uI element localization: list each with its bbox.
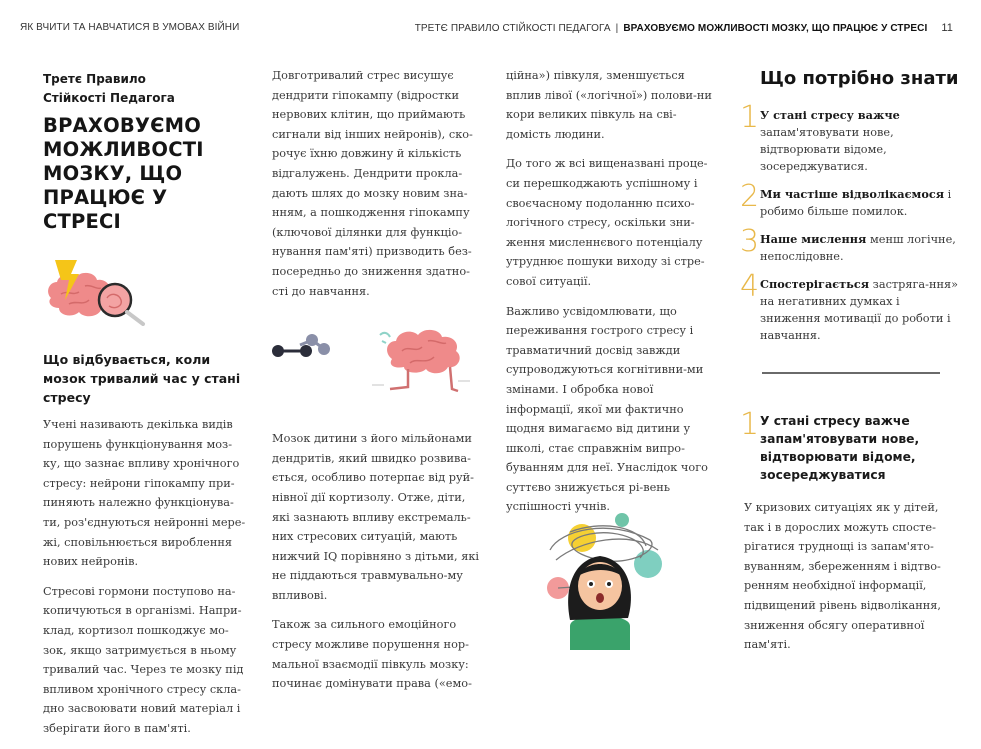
title-line: МОЗКУ, ЩО xyxy=(43,162,183,185)
column-3 xyxy=(506,66,718,527)
paragraph: Важливо усвідомлювати, що переживання гострого стресу і травматичний досвід завжди супроводжуються когнітивни-ми змінами. І обробка нової інформації, якої ми фактично щодня вимагаємо від дитини у школі, стає справжнім випро-буванням для неї. Унаслідок чого суттєво знижується рі-вень успішності учнів. xyxy=(506,304,708,514)
list-item xyxy=(740,269,960,344)
item-bold: У стані стресу важче xyxy=(760,108,900,122)
header-separator: | xyxy=(615,23,619,34)
column-2 xyxy=(272,66,482,704)
column-4 xyxy=(740,66,960,655)
page-title xyxy=(43,114,248,234)
list-item xyxy=(740,224,960,265)
item-bold: Ми частіше відволікаємося xyxy=(760,187,945,201)
item-number: 1 xyxy=(740,100,760,135)
list-item xyxy=(740,179,960,220)
item-number: 4 xyxy=(740,269,760,304)
brain-icon xyxy=(372,330,470,391)
item-bold: Спостерігається xyxy=(760,277,870,291)
running-header-right xyxy=(415,22,953,34)
running-header-left: ЯК ВЧИТИ ТА НАВЧАТИСЯ В УМОВАХ ВІЙНИ xyxy=(20,22,240,33)
section-subheading: Що відбувається, коли мозок тривалий час у стані стресу xyxy=(43,352,241,405)
header-section: ТРЕТЄ ПРАВИЛО СТІЙКОСТІ ПЕДАГОГА xyxy=(414,23,611,34)
paragraph: До того ж всі вищеназвані проце-си перешкоджають успішному і своєчасному подоланню психо-логічного стресу, оскільки зни-ження мисленнєвого потенціалу утруднює пошуки виходу зі стре-сової ситуації. xyxy=(506,157,708,288)
paragraph: Довготривалий стрес висушує дендрити гіпокампу (відростки нервових клітин, що приймають сигнали від інших нейронів), ско-рочує їхню довжину й кількість відгалужень. Дендрити прокла-дають шлях до мозку новим зна-нням, а пошкодження гіпокампу (ключової ділянки для функціо-нування пам'яті) призводить без-посередньо до зниження здатно-сті до навчання. xyxy=(272,69,473,298)
dumbbell-icon xyxy=(272,334,330,357)
paragraph: ційна») півкуля, зменшується вплив лівої («логічної») полови-ни кори великих півкуль на сві-домість людини. xyxy=(506,69,712,141)
divider xyxy=(762,372,940,374)
teal-circle-icon xyxy=(634,550,662,578)
kicker xyxy=(43,70,248,108)
item-text: і робимо більше помилок. xyxy=(760,188,952,218)
girl-icon xyxy=(568,556,631,650)
header-chapter-title: ВРАХОВУЄМО МОЖЛИВОСТІ МОЗКУ, ЩО ПРАЦЮЄ У СТРЕСІ xyxy=(623,23,928,34)
section-title: У стані стресу важче запам'ятовувати нове, відтворювати відоме, зосереджуватися xyxy=(760,414,920,482)
item-text: застряга-ння» на негативних думках і зниження мотивації до роботи і навчання. xyxy=(760,278,959,342)
title-line: ВРАХОВУЄМО xyxy=(43,114,202,137)
column-1 xyxy=(43,70,248,749)
kicker-line: Стійкості Педагога xyxy=(43,91,175,105)
page-number: 11 xyxy=(941,22,953,34)
brain-magnifier-illustration xyxy=(43,256,153,326)
paragraph: У кризових ситуаціях як у дітей, так і в дорослих можуть спосте-рігатися труднощі із запам'ято-вуванням, збереженням і відтво-ренням необхідної інформації, підвищений рівень відволікання, зниження обсягу оперативної пам'яті. xyxy=(744,501,941,652)
green-circle-icon xyxy=(615,513,629,527)
item-text: запам'ятовувати нове, відтворювати відоме, зосереджуватися. xyxy=(760,126,894,173)
item-text: менш логічне, непослідовне. xyxy=(760,233,956,263)
kicker-line: Третє Правило xyxy=(43,72,146,86)
sidebar-title: Що потрібно знати xyxy=(760,68,959,89)
title-line: ПРАЦЮЄ У СТРЕСІ xyxy=(43,186,168,233)
list-item xyxy=(740,100,960,175)
paragraph: Учені називають декілька видів порушень функціонування моз-ку, що зазнає впливу хронічного стресу: нейрони гіпокампу при-пиняють належно функціонува-ти, роз'єднуються нейронні мере-жі, сповільнюється вироблення нових нейронів. xyxy=(43,418,246,569)
section-number: 1 xyxy=(740,407,760,442)
paragraph: Стресові гормони поступово на-копичуються в організмі. Напри-клад, кортизол пошкоджує мо-зок, якщо затримується в ньому тривалий час. Через те мозку під впливом хронічного стресу скла-дно засвоювати новий матеріал і зберігати його в пам'яті. xyxy=(43,584,244,735)
magnifier-icon xyxy=(99,284,143,324)
title-line: МОЖЛИВОСТІ xyxy=(43,138,204,161)
item-number: 3 xyxy=(740,224,760,259)
section-heading xyxy=(740,407,960,484)
item-number: 2 xyxy=(740,179,760,214)
paragraph: Мозок дитини з його мільйонами дендритів, який швидко розвива-ється, особливо потерпає від руй-нівної дії кортизолу. Отже, діти, які зазнають впливу екстремаль-них стресових ситуацій, мають нижчий IQ порівняно з дітьми, які не піддаються травмувально-му впливові. xyxy=(272,432,480,602)
paragraph: Також за сильного емоційного стресу можливе порушення нор-мальної взаємодії півкуль мозку: починає домінувати права («емо- xyxy=(272,618,472,691)
running-brain-illustration xyxy=(272,311,482,421)
item-bold: Наше мислення xyxy=(760,232,867,246)
stressed-girl-illustration xyxy=(530,490,670,650)
